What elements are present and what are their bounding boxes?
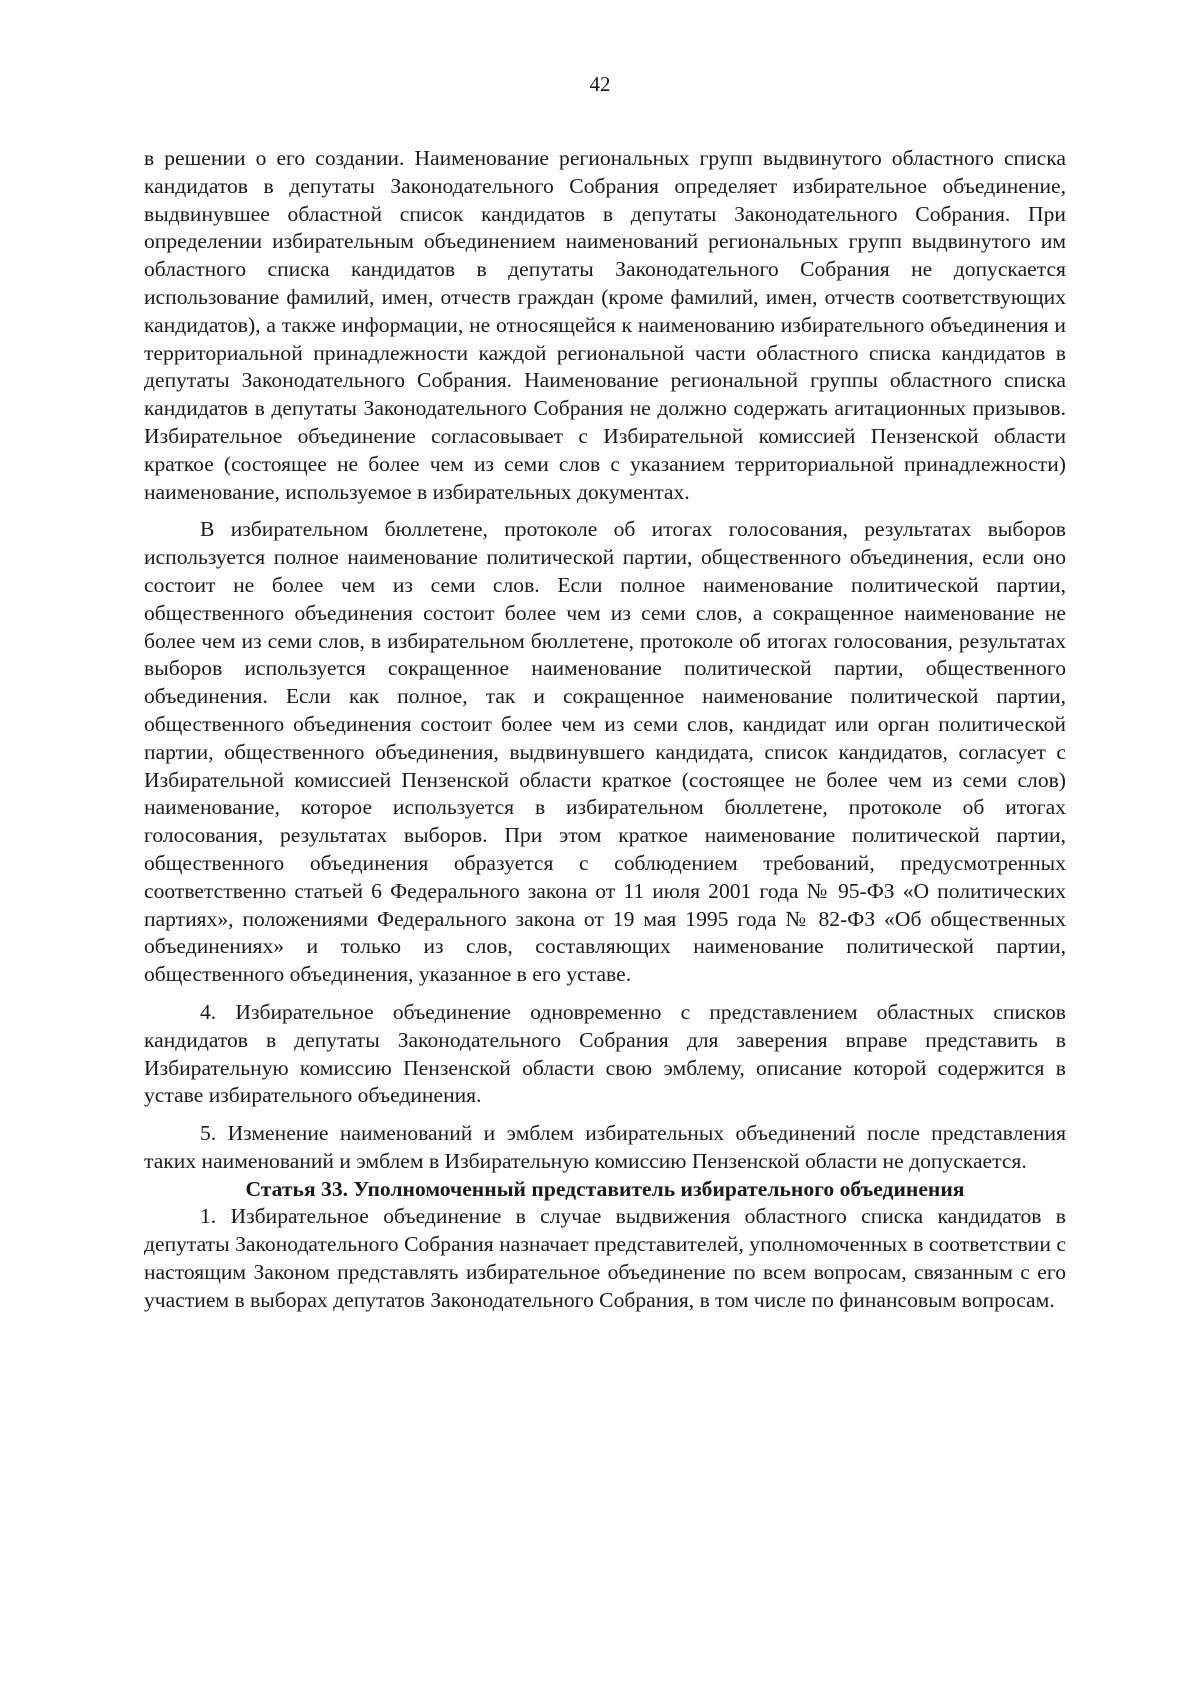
paragraph-item-4-emblem: 4. Избирательное объединение одновременно с представлением областных списков кандидатов в депутаты Законодательного Собрания для заверения вправе представить в Избирательную комиссию Пензенской области свою эмблему, описание которой содержится в уставе избирательного объединения. [144, 999, 1066, 1108]
paragraph-continuation: в решении о его создании. Наименование региональных групп выдвинутого областного списка кандидатов в депутаты Законодательного Собрания определяет избирательное объединение, выдвинувшее областной список кандидатов в депутаты Законодательного Собрания. При определении избирательным объединением наименований региональных групп выдвинутого им областного списка кандидатов в депутаты Законодательного Собрания не допускается использование фамилий, имен, отчеств граждан (кроме фамилий, имен, отчеств соответствующих кандидатов), а также информации, не относящейся к наименованию избирательного объединения и территориальной принадлежности каждой региональной части областного списка кандидатов в депутаты Законодательного Собрания. Наименование региональной группы областного списка кандидатов в депутаты Законодательного Собрания не должно содержать агитационных призывов. Избирательное объединение согласовывает с Избирательной комиссией Пензенской области краткое (состоящее не более чем из семи слов с указанием территориальной принадлежности) наименование, используемое в избирательных документах. [144, 146, 1066, 504]
article-33-title: Статья 33. Уполномоченный представитель избирательного объединения [245, 1176, 965, 1201]
article-33-paragraph-1: 1. Избирательное объединение в случае выдвижения областного списка кандидатов в депутаты Законодательного Собрания назначает представителей, уполномоченных в соответствии с настоящим Законом представлять избирательное объединение по всем вопросам, связанным с его участием в выборах депутатов Законодательного Собрания, в том числе по финансовым вопросам. [144, 1204, 1066, 1312]
paragraph-ballot-naming: В избирательном бюллетене, протоколе об итогах голосования, результатах выборов используется полное наименование политической партии, общественного объединения, если оно состоит не более чем из семи слов. Если полное наименование политической партии, общественного объединения состоит более чем из семи слов, а сокращенное наименование не более чем из семи слов, в избирательном бюллетене, протоколе об итогах голосования, результатах выборов используется сокращенное наименование политической партии, общественного объединения. Если как полное, так и сокращенное наименование политической партии, общественного объединения состоит более чем из семи слов, кандидат или орган политической партии, общественного объединения, выдвинувшего кандидата, список кандидатов, согласует с Избирательной комиссией Пензенской области краткое (состоящее не более чем из семи слов) наименование, которое используется в избирательном бюллетене, протоколе об итогах голосования, результатах выборов. При этом краткое наименование политической партии, общественного объединения образуется с соблюдением требований, предусмотренных соответственно статьей 6 Федерального закона от 11 июля 2001 года № 95-ФЗ «О политических партиях», положениями Федерального закона от 19 мая 1995 года № 82-ФЗ «Об общественных объединениях» и только из слов, составляющих наименование политической партии, общественного объединения, указанное в его уставе. [144, 517, 1066, 987]
paragraph-item-5-changes: 5. Изменение наименований и эмблем избирательных объединений после представления таких наименований и эмблем в Избирательную комиссию Пензенской области не допускается. [144, 1121, 1066, 1173]
document-body [144, 145, 1066, 1315]
page-number: 42 [589, 72, 611, 96]
